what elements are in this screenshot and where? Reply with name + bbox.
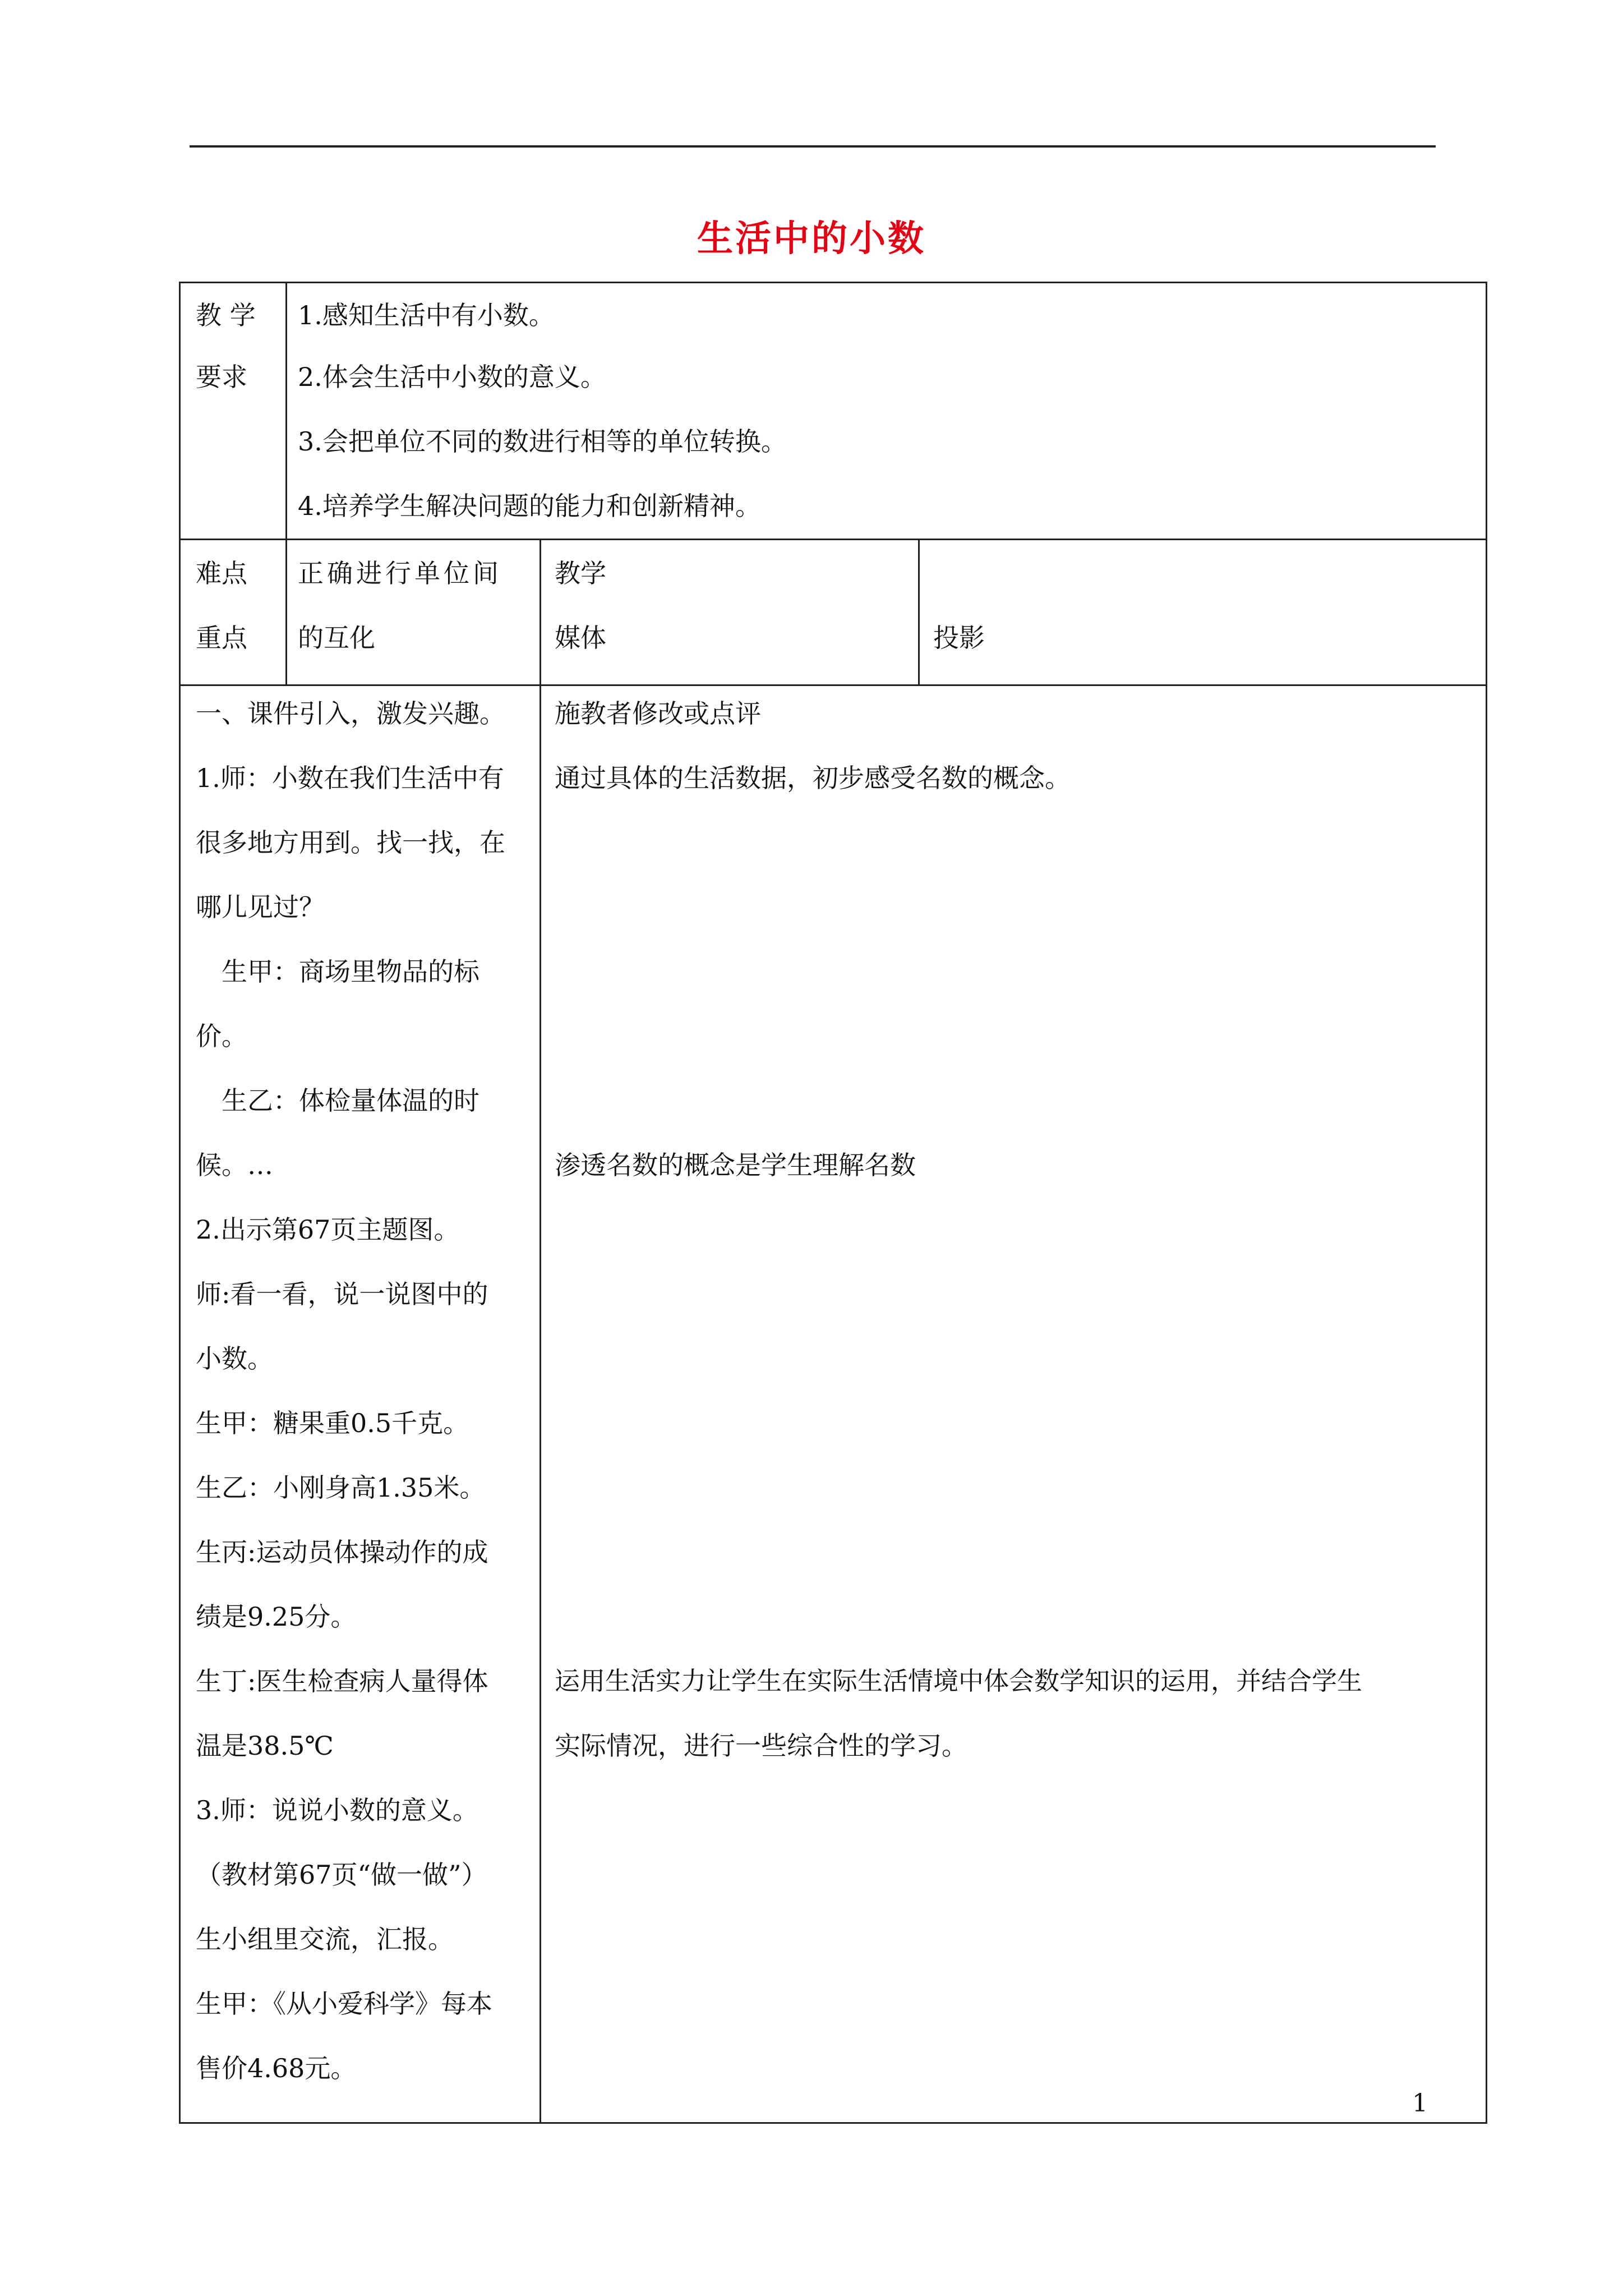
table-border-bottom <box>179 2122 1487 2124</box>
process-line: 生甲：糖果重0.5千克。 <box>196 1408 469 1438</box>
comment-text: 实际情况，进行一些综合性的学习。 <box>555 1731 967 1761</box>
process-line: 生乙：小刚身高1.35米。 <box>196 1473 486 1503</box>
media-value: 投影 <box>933 623 985 653</box>
process-line: 小数。 <box>196 1343 273 1374</box>
process-line: 生丁:医生检查病人量得体 <box>196 1666 488 1696</box>
focus-content: 正确进行单位间 的互化 <box>298 558 502 653</box>
process-line: 生小组里交流，汇报。 <box>196 1924 454 1954</box>
process-line: 很多地方用到。找一找，在 <box>196 827 505 858</box>
focus-label: 难点 重点 <box>196 558 247 653</box>
table-border-top <box>179 282 1487 283</box>
process-line: 绩是9.25分。 <box>196 1602 357 1632</box>
comment-text: 运用生活实力让学生在实际生活情境中体会数学知识的运用，并结合学生 <box>555 1666 1363 1696</box>
process-line: （教材第67页“做一做”） <box>196 1860 487 1890</box>
label-column-divider <box>285 282 287 684</box>
process-line: 生甲：商场里物品的标 <box>196 956 479 987</box>
process-line: 3.师：说说小数的意义。 <box>196 1795 478 1825</box>
process-line: 生乙：体检量体温的时 <box>196 1085 479 1116</box>
comment-text: 渗透名数的概念是学生理解名数 <box>555 1150 916 1180</box>
focus-column-divider <box>540 539 541 2124</box>
process-line: 生丙:运动员体操动作的成 <box>196 1537 488 1567</box>
row-divider-1 <box>179 539 1487 540</box>
process-line: 售价4.68元。 <box>196 2053 357 2083</box>
process-line: 温是38.5℃ <box>196 1731 334 1761</box>
table-border-left <box>179 282 181 2124</box>
process-line: 价。 <box>196 1021 247 1051</box>
process-line: 哪儿见过？ <box>196 892 325 922</box>
media-column-divider <box>918 539 920 684</box>
comment-text: 通过具体的生活数据，初步感受名数的概念。 <box>555 763 1071 793</box>
process-line: 一、课件引入，激发兴趣。 <box>196 698 505 729</box>
header-rule <box>190 145 1436 148</box>
row-divider-2 <box>179 684 1487 686</box>
objectives-label: 教 学 要求 <box>196 300 256 392</box>
media-label: 教学 媒体 <box>555 558 606 653</box>
objective-item: 1.感知生活中有小数。 <box>298 300 555 330</box>
page-number: 1 <box>1412 2089 1428 2118</box>
process-line: 生甲：《从小爱科学》每本 <box>196 1989 492 2019</box>
process-line: 师:看一看，说一说图中的 <box>196 1279 488 1309</box>
objective-item: 3.会把单位不同的数进行相等的单位转换。 <box>298 426 787 457</box>
process-line: 候。… <box>196 1150 273 1180</box>
objective-item: 2.体会生活中小数的意义。 <box>298 362 606 392</box>
comment-header: 施教者修改或点评 <box>555 698 761 729</box>
process-line: 1.师：小数在我们生活中有 <box>196 763 504 793</box>
document-title: 生活中的小数 <box>697 218 926 260</box>
lesson-plan-table <box>179 282 1487 2124</box>
table-border-right <box>1486 282 1487 2124</box>
objective-item: 4.培养学生解决问题的能力和创新精神。 <box>298 491 761 521</box>
process-line: 2.出示第67页主题图。 <box>196 1214 460 1245</box>
